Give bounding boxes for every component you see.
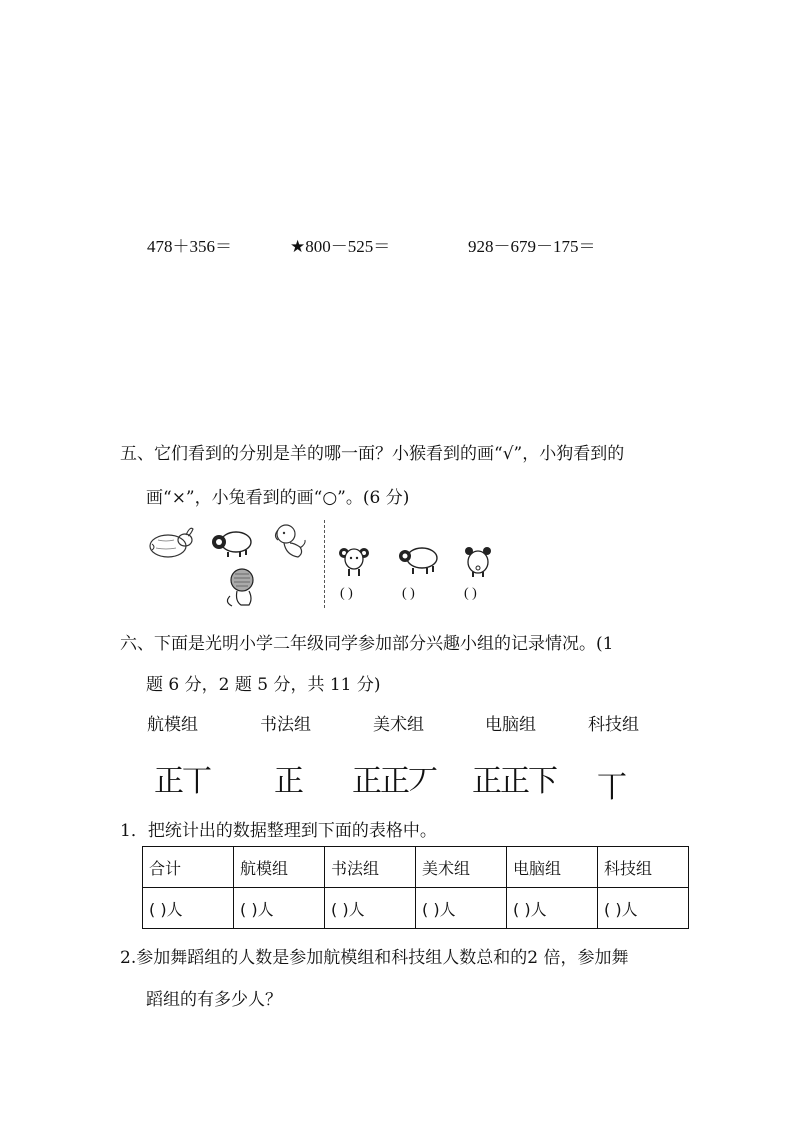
- equation-1: 478＋356＝: [147, 237, 232, 256]
- sub-question-2-line1: 2.参加舞蹈组的人数是参加航模组和科技组人数总和的2 倍，参加舞: [120, 948, 629, 968]
- divider-line: [324, 520, 325, 608]
- q6-line1: 六、下面是光明小学二年级同学参加部分兴趣小组的记录情况。(1: [120, 634, 614, 654]
- group-label-calligraphy: 书法组: [260, 715, 311, 735]
- group-label-science: 科技组: [588, 715, 639, 735]
- group-label-computer: 电脑组: [485, 715, 536, 735]
- answer-cell-total[interactable]: ( )人: [143, 888, 234, 929]
- tally-calligraphy: 正: [274, 764, 302, 799]
- sheep-side-icon: [397, 544, 439, 576]
- q6-line2: 题 6 分，2 题 5 分，共 11 分): [146, 675, 381, 695]
- equation-3: 928－679－175＝: [468, 237, 596, 256]
- q5-line2: 画“×”，小兔看到的画“○”。(6 分): [146, 488, 410, 508]
- sub-question-2-line2: 蹈组的有多少人？: [146, 990, 282, 1010]
- equation-2: ★800－525＝: [290, 237, 391, 256]
- answer-cell-computer[interactable]: ( )人: [507, 888, 598, 929]
- sub-question-1: 1．把统计出的数据整理到下面的表格中。: [120, 821, 437, 841]
- rabbit-icon: [146, 526, 196, 560]
- table-header-cell: 航模组: [234, 847, 325, 888]
- tally-computer: 正正下: [472, 764, 556, 799]
- table-header-cell: 电脑组: [507, 847, 598, 888]
- answer-cell-aeromodel[interactable]: ( )人: [234, 888, 325, 929]
- table-header-cell: 书法组: [325, 847, 416, 888]
- table-row: [143, 888, 689, 929]
- answer-cell-art[interactable]: ( )人: [416, 888, 507, 929]
- q5-line1: 五、它们看到的分别是羊的哪一面？小猴看到的画“√”，小狗看到的: [120, 444, 625, 464]
- table-header-cell: 美术组: [416, 847, 507, 888]
- monkey-icon: [222, 566, 258, 608]
- tally-art: 正正丆: [352, 764, 436, 799]
- record-table: [142, 846, 689, 929]
- table-header-cell: 科技组: [598, 847, 689, 888]
- answer-blank-front[interactable]: ( ): [340, 586, 353, 601]
- tally-aeromodel: 正丅: [154, 764, 210, 799]
- answer-cell-calligraphy[interactable]: ( )人: [325, 888, 416, 929]
- dog-icon: [272, 522, 308, 562]
- table-header-cell: 合计: [143, 847, 234, 888]
- answer-cell-science[interactable]: ( )人: [598, 888, 689, 929]
- sheep-front-icon: [338, 544, 370, 578]
- answer-blank-side[interactable]: ( ): [402, 586, 415, 601]
- sheep-icon: [210, 528, 254, 558]
- answer-blank-back[interactable]: ( ): [464, 586, 477, 601]
- table-header-row: [143, 847, 689, 888]
- sheep-back-icon: [464, 544, 492, 578]
- group-label-art: 美术组: [373, 715, 424, 735]
- tally-science: 丅: [597, 770, 625, 805]
- group-label-aeromodel: 航模组: [147, 715, 198, 735]
